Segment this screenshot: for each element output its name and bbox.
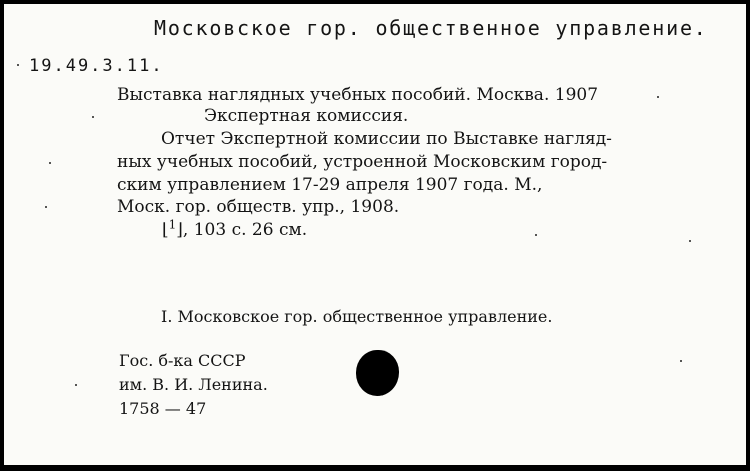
handwritten-heading: Московское гор. общественное управление. [154, 16, 708, 40]
catalog-card [4, 4, 746, 465]
title-line-2: Экспертная комиссия. [204, 106, 409, 126]
dust-speck [535, 234, 537, 236]
dust-speck [45, 206, 47, 208]
description-line-1: Отчет Экспертной комиссии по Выставке нагляд- [161, 129, 612, 149]
description-line-4: Моск. гор. обществ. упр., 1908. [117, 197, 400, 217]
collation-line [162, 217, 308, 240]
collation-number: 1 [168, 217, 177, 232]
dust-speck [657, 96, 659, 98]
dust-speck [689, 240, 691, 242]
description-line-2: ных учебных пособий, устроенной Московским город- [117, 152, 608, 172]
dust-speck [17, 64, 19, 66]
subject-tracing: I. Московское гор. общественное управление. [161, 307, 553, 326]
dust-speck [75, 384, 77, 386]
collation-bracket-open: ⌊ [162, 220, 169, 240]
dust-speck [49, 162, 51, 164]
dust-speck [680, 360, 682, 362]
dust-speck [92, 116, 94, 118]
collation-bracket-close: ⌋ [176, 220, 183, 240]
library-stamp-line-3: 1758 — 47 [119, 399, 207, 418]
collation-pages-size: , 103 с. 26 см. [182, 220, 308, 240]
punch-hole [356, 350, 399, 396]
library-stamp-line-2: им. В. И. Ленина. [119, 375, 268, 394]
library-stamp-line-1: Гос. б-ка СССР [119, 351, 246, 370]
title-line-1: Выставка наглядных учебных пособий. Москва. 1907 [117, 85, 599, 105]
handwritten-shelfmark: 19.49.3.11. [29, 56, 164, 76]
description-line-3: ским управлением 17-29 апреля 1907 года. М., [117, 175, 543, 195]
